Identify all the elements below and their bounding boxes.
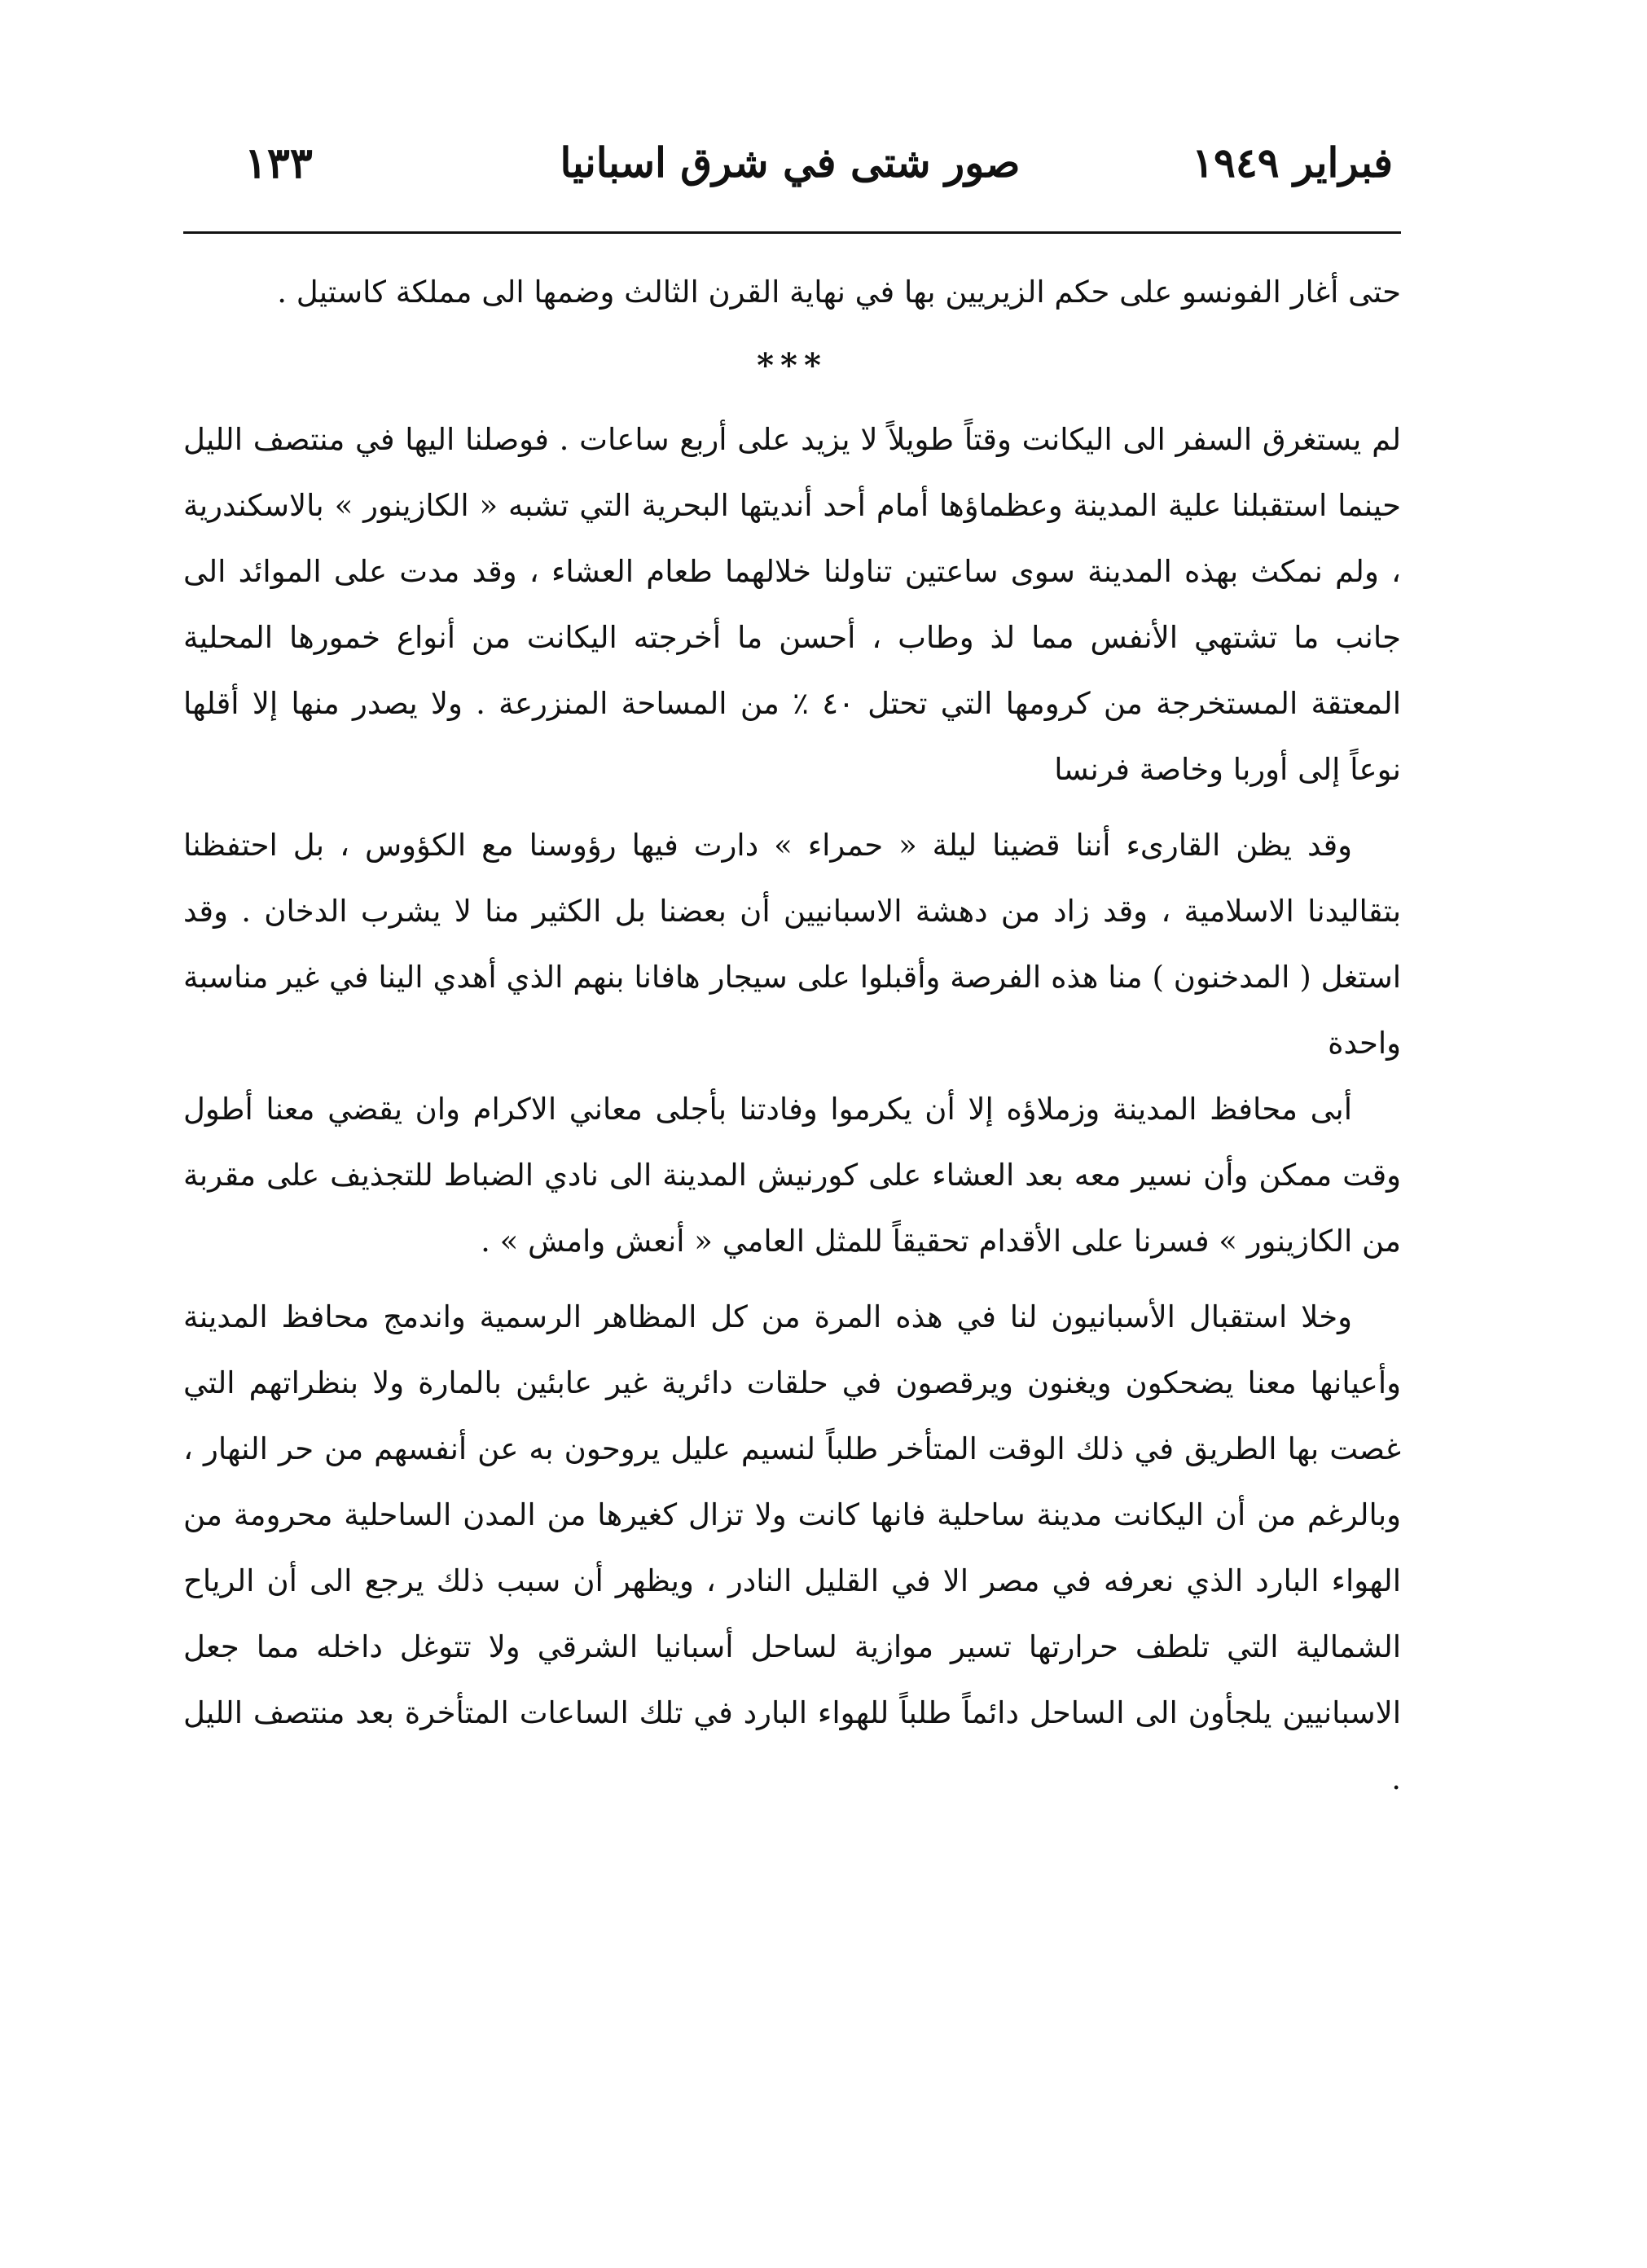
page-number: ١٣٣ <box>244 138 313 188</box>
header-title: صور شتى في شرق اسبانيا <box>560 138 1021 187</box>
header-rule <box>183 231 1401 234</box>
paragraph-5: وخلا استقبال الأسبانيون لنا في هذه المرة من كل المظاهر الرسمية واندمج محافظ المدينة وأعيانها معنا يضحكون ويغنون ويرقصون في حلقات دائرية غير عابئين بالمارة ولا بنظراتهم التي غصت بها الطريق في ذلك الوقت المتأخر طلباً لنسيم عليل يروحون به عن أنفسهم من حر النهار ، وبالرغم من أن اليكانت مدينة ساحلية فانها كانت ولا تزال كغيرها من المدن الساحلية محرومة من الهواء البارد الذي نعرفه في مصر الا في القليل النادر ، ويظهر أن سبب ذلك يرجع الى أن الرياح الشمالية التي تلطف حرارتها تسير موازية لساحل أسبانيا الشرقي ولا تتوغل داخله مما جعل الاسبانيين يلجأون الى الساحل دائماً طلباً للهواء البارد في تلك الساعات المتأخرة بعد منتصف الليل . <box>183 1299 1401 1796</box>
header-date: فبراير ١٩٤٩ <box>1192 138 1393 187</box>
section-separator: *** <box>757 346 828 385</box>
paragraph-3: وقد يظن القارىء أننا قضينا ليلة « حمراء » دارت فيها رؤوسنا مع الكؤوس ، بل احتفظنا بتقاليدنا الاسلامية ، وقد زاد من دهشة الاسبانيين أن بعضنا بل الكثير منا لا يشرب الدخان . وقد استغل ( المدخنون ) منا هذه الفرصة وأقبلوا على سيجار هافانا بنهم الذي أهدي الينا في غير مناسبة واحدة <box>183 828 1401 1061</box>
paragraph-2: لم يستغرق السفر الى اليكانت وقتاً طويلاً لا يزيد على أربع ساعات . فوصلنا اليها في منتصف الليل حينما استقبلنا علية المدينة وعظماؤها أمام أحد أنديتها البحرية التي تشبه « الكازينور » بالاسكندرية ، ولم نمكث بهذه المدينة سوى ساعتين تناولنا خلالهما طعام العشاء ، وقد مدت على الموائد الى جانب ما تشتهي الأنفس مما لذ وطاب ، أحسن ما أخرجته اليكانت من أنواع خمورها المحلية المعتقة المستخرجة من كرومها التي تحتل ٤٠ ٪ من المساحة المنزرعة . ولا يصدر منها إلا أقلها نوعاً إلى أوربا وخاصة فرنسا <box>183 422 1401 787</box>
paragraph-4: أبى محافظ المدينة وزملاؤه إلا أن يكرموا وفادتنا بأجلى معاني الاكرام وان يقضي معنا أطول وقت ممكن وأن نسير معه بعد العشاء على كورنيش المدينة الى نادي الضباط للتجذيف على مقربة من الكازينور » فسرنا على الأقدام تحقيقاً للمثل العامي « أنعش وامش » . <box>183 1092 1401 1259</box>
paragraph-1: حتى أغار الفونسو على حكم الزيريين بها في نهاية القرن الثالث وضمها الى مملكة كاستيل . <box>277 275 1401 310</box>
article-body <box>183 259 1401 1812</box>
page-header <box>187 130 1393 204</box>
